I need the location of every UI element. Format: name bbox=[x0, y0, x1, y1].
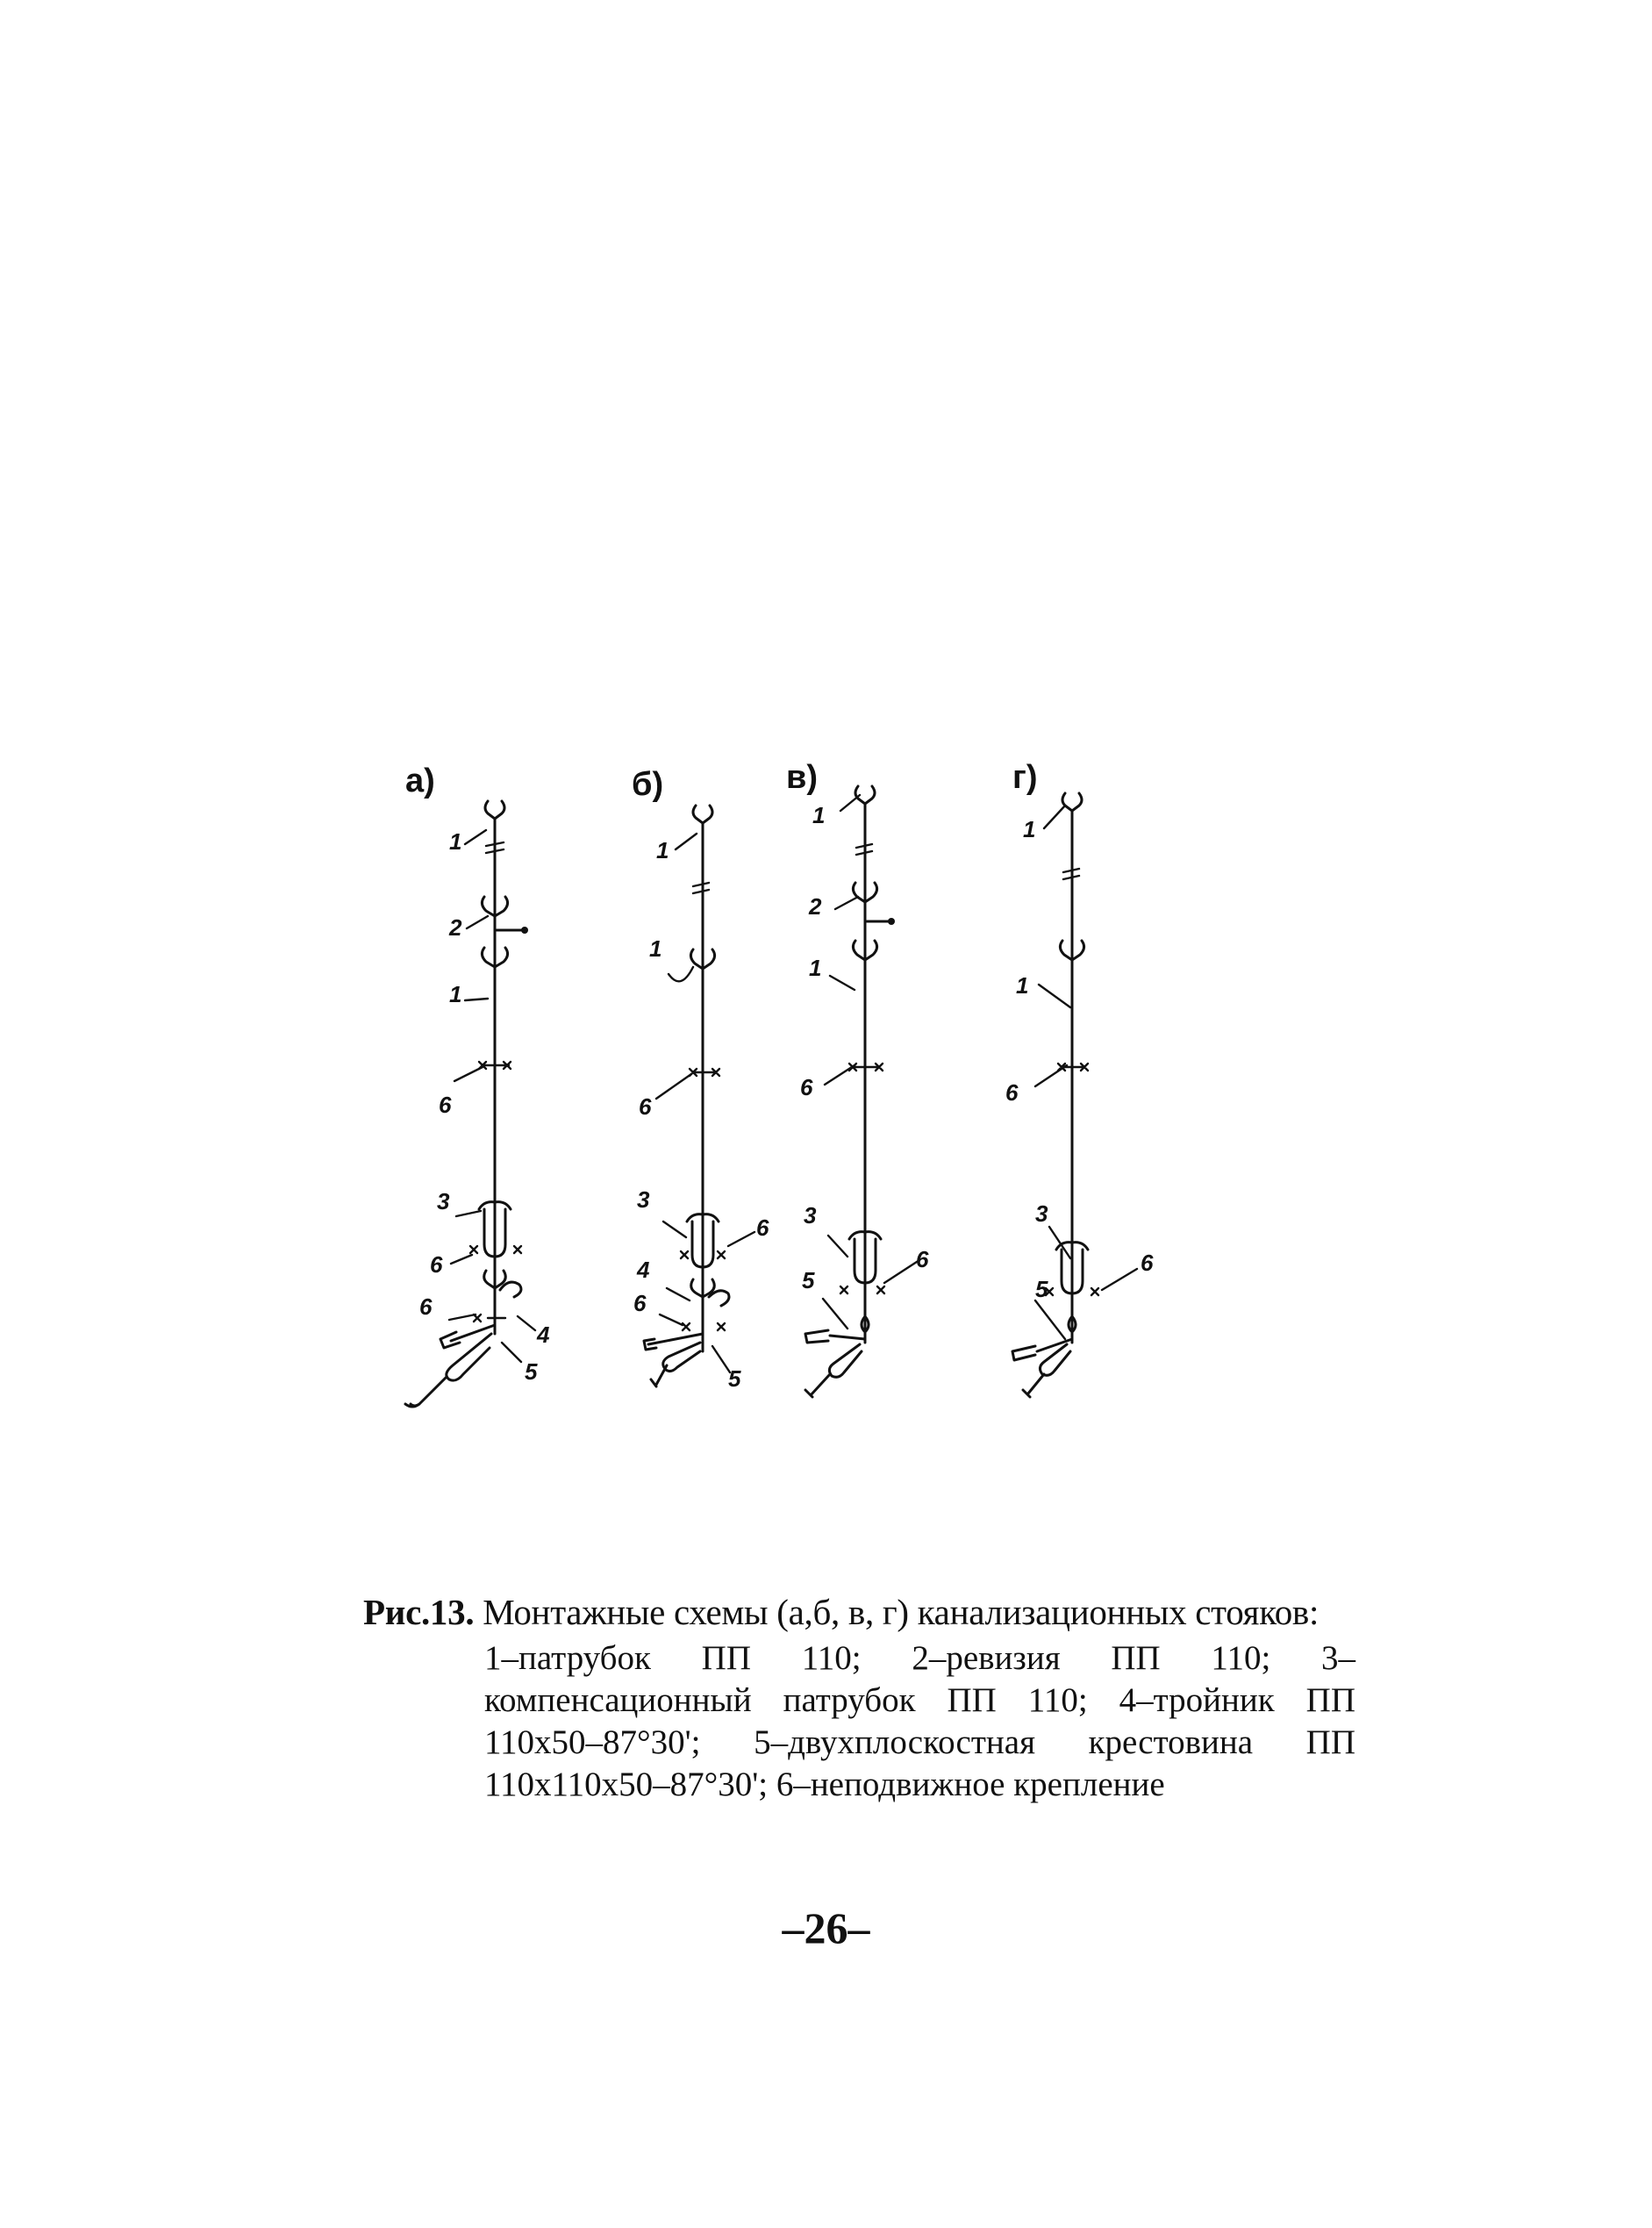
figure-caption bbox=[363, 1590, 1363, 1806]
leader-line bbox=[449, 830, 535, 1362]
label-num: 1 bbox=[649, 935, 662, 962]
label-num: 3 bbox=[804, 1202, 817, 1229]
label-num: 6 bbox=[1141, 1250, 1154, 1276]
tee-fitting bbox=[691, 1279, 729, 1306]
label-num: 2 bbox=[449, 914, 462, 941]
caption-legend: 1–патрубок ПП 110; 2–ревизия ПП 110; 3–компенсационный патрубок ПП 110; 4–тройник ПП 110х50–87°30'; 5–двухплоскостная крестовина ПП 110х110х50–87°30'; 6–неподвижное крепление bbox=[484, 1639, 1355, 1803]
label-num: 6 bbox=[756, 1214, 769, 1241]
label-num: 1 bbox=[812, 802, 826, 828]
label-num: 6 bbox=[430, 1251, 443, 1278]
label-num: 6 bbox=[800, 1074, 813, 1100]
cross-fitting bbox=[1012, 1316, 1076, 1397]
socket-top bbox=[693, 806, 712, 823]
label-num: 1 bbox=[1023, 816, 1036, 842]
label-num: 3 bbox=[437, 1188, 450, 1214]
label-num: 1 bbox=[1016, 972, 1029, 999]
label-num: 6 bbox=[439, 1092, 452, 1118]
panel-label-b: б) bbox=[632, 766, 664, 803]
label-num: 5 bbox=[802, 1267, 815, 1293]
label-num: 4 bbox=[637, 1257, 650, 1283]
panel-label-v: в) bbox=[786, 759, 819, 796]
label-num: 5 bbox=[1035, 1276, 1048, 1302]
cross-fitting bbox=[440, 1325, 495, 1380]
label-num: 3 bbox=[1035, 1200, 1048, 1227]
page-number: –26– bbox=[782, 1903, 870, 1952]
label-num: 6 bbox=[419, 1293, 433, 1320]
label-num: 5 bbox=[728, 1365, 741, 1392]
label-num: 4 bbox=[537, 1322, 550, 1348]
label-num: 1 bbox=[449, 828, 462, 855]
diagram-panel-b bbox=[632, 766, 769, 1392]
fixed-clamp bbox=[840, 1286, 884, 1293]
revision-cap bbox=[888, 918, 895, 925]
leader-line bbox=[1035, 806, 1137, 1339]
caption-title-line bbox=[363, 1590, 1363, 1634]
label-num: 2 bbox=[809, 893, 822, 920]
label-num: 6 bbox=[639, 1093, 652, 1120]
leader-line bbox=[656, 834, 754, 1372]
cross-fitting bbox=[805, 1316, 869, 1397]
label-num: 1 bbox=[809, 955, 822, 981]
label-num: 3 bbox=[637, 1186, 650, 1213]
diagram-panel-a bbox=[405, 763, 550, 1407]
break-mark bbox=[693, 883, 709, 893]
label-num: 6 bbox=[633, 1290, 647, 1316]
socket-top bbox=[485, 801, 504, 819]
label-num: 6 bbox=[916, 1246, 929, 1272]
caption-figure-number: Рис.13. bbox=[363, 1592, 475, 1632]
label-num: 5 bbox=[525, 1358, 538, 1385]
caption-title: Монтажные схемы (а,б, в, г) канализационных стояков: bbox=[474, 1592, 1319, 1632]
tee-fitting bbox=[484, 1271, 521, 1297]
diagram-panel-v bbox=[786, 759, 929, 1397]
cross-fitting bbox=[644, 1334, 703, 1386]
label-num: 1 bbox=[656, 837, 669, 863]
fixed-clamp bbox=[474, 1315, 505, 1322]
outlet-branch bbox=[405, 1378, 446, 1407]
panel-label-a: а) bbox=[405, 763, 435, 799]
label-num: 1 bbox=[449, 981, 462, 1007]
revision-cap bbox=[521, 927, 528, 934]
fixed-clamp bbox=[690, 1069, 719, 1076]
leader-line bbox=[823, 795, 919, 1329]
panel-label-g: г) bbox=[1012, 759, 1038, 796]
label-num: 6 bbox=[1005, 1079, 1019, 1106]
diagram-panel-g bbox=[1005, 759, 1154, 1397]
socket-top bbox=[1062, 793, 1082, 811]
